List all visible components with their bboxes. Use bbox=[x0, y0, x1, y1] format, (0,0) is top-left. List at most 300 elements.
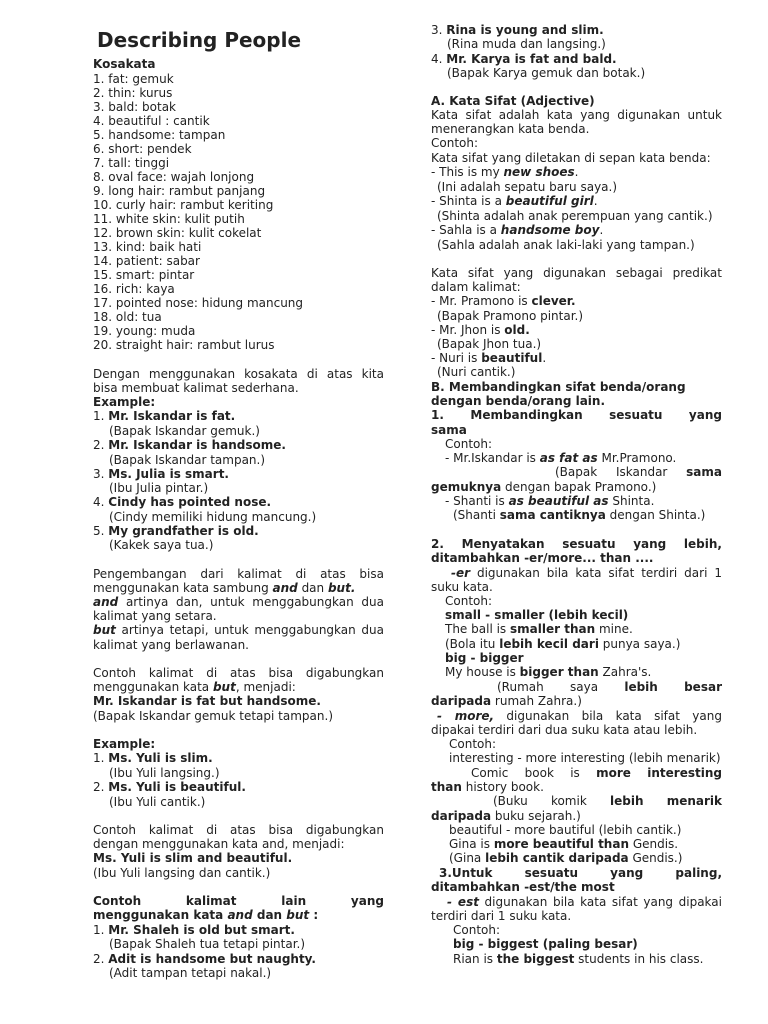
text-run: mine. bbox=[595, 622, 633, 636]
text-line bbox=[431, 580, 722, 594]
text-line bbox=[431, 280, 722, 294]
text-line bbox=[93, 923, 384, 937]
text-line bbox=[431, 194, 722, 208]
text-line bbox=[445, 451, 722, 465]
text-run: digunakan bila kata sifat terdiri dari 1 bbox=[476, 566, 722, 580]
text-run: 2. bbox=[93, 952, 109, 966]
text-line bbox=[437, 209, 722, 223]
text-line bbox=[449, 751, 722, 765]
text-line bbox=[445, 608, 722, 622]
text-run: Contoh kalimat di atas bisa digabungkan bbox=[93, 823, 384, 837]
text-line bbox=[431, 909, 722, 923]
text-run: 19. young: muda bbox=[93, 324, 196, 338]
text-run: dan bbox=[297, 581, 328, 595]
text-run: 13. kind: baik hati bbox=[93, 240, 202, 254]
text-run: Contoh: bbox=[445, 437, 493, 451]
text-line bbox=[93, 212, 384, 226]
text-line bbox=[437, 180, 722, 194]
text-run: menggunakan kata sambung bbox=[93, 581, 273, 595]
text-run: 6. short: pendek bbox=[93, 142, 192, 156]
text-run: as beautiful as bbox=[508, 494, 609, 508]
text-line bbox=[93, 57, 384, 71]
text-line bbox=[93, 338, 384, 352]
text-run: -er bbox=[451, 566, 471, 580]
text-run: kalimat yang setara. bbox=[93, 609, 217, 623]
text-line bbox=[449, 737, 722, 751]
text-run: Gendis. bbox=[629, 837, 679, 851]
text-run: (Kakek saya tua.) bbox=[109, 538, 214, 552]
text-line bbox=[431, 351, 722, 365]
text-run: yang bbox=[633, 537, 667, 551]
text-line bbox=[453, 937, 722, 951]
text-run: - Mr.Iskandar is bbox=[445, 451, 540, 465]
text-run: 11. white skin: kulit putih bbox=[93, 212, 245, 226]
text-line bbox=[93, 709, 384, 723]
text-line bbox=[445, 622, 722, 636]
text-run: beautiful girl bbox=[505, 194, 594, 208]
text-run: 1. bbox=[93, 751, 109, 765]
text-run: (Bapak Pramono pintar.) bbox=[437, 309, 584, 323]
text-line bbox=[93, 86, 384, 100]
text-run: menarik bbox=[666, 794, 722, 808]
text-run: bigger than bbox=[519, 665, 599, 679]
text-line bbox=[93, 595, 384, 609]
text-line bbox=[431, 480, 722, 494]
text-line bbox=[437, 337, 722, 351]
text-line bbox=[447, 895, 722, 909]
text-run: dengan benda/orang lain. bbox=[431, 394, 606, 408]
text-run: . bbox=[593, 194, 598, 208]
text-run: (Ibu Yuli cantik.) bbox=[109, 795, 206, 809]
text-line bbox=[431, 52, 722, 66]
text-run: Contoh bbox=[93, 894, 142, 908]
text-run: 7. tall: tinggi bbox=[93, 156, 170, 170]
text-run: - This is my bbox=[431, 165, 504, 179]
text-line bbox=[93, 908, 384, 922]
text-run: (Gina bbox=[449, 851, 486, 865]
text-run: lebih kecil dari bbox=[499, 637, 599, 651]
text-run: but. bbox=[327, 581, 356, 595]
text-line bbox=[431, 723, 722, 737]
text-run: Comic bbox=[471, 766, 509, 780]
text-line bbox=[445, 665, 722, 679]
text-run: Rina is young and slim. bbox=[446, 23, 604, 37]
text-run: - Shanti is bbox=[445, 494, 509, 508]
text-run: 15. smart: pintar bbox=[93, 268, 195, 282]
text-run: (Bapak Iskandar tampan.) bbox=[109, 453, 266, 467]
text-run: Pengembangan dari kalimat di atas bisa bbox=[93, 567, 384, 581]
text-line bbox=[93, 282, 384, 296]
text-run: Ms. Yuli is slim and beautiful. bbox=[93, 851, 293, 865]
text-line bbox=[449, 823, 722, 837]
text-line bbox=[453, 952, 722, 966]
text-run: yang bbox=[610, 866, 644, 880]
text-line bbox=[431, 108, 722, 122]
text-run: buku sejarah.) bbox=[491, 809, 581, 823]
text-line bbox=[109, 453, 384, 467]
text-line bbox=[93, 866, 384, 880]
text-run: smaller than bbox=[510, 622, 596, 636]
text-line bbox=[453, 508, 722, 522]
text-run: sama cantiknya bbox=[499, 508, 606, 522]
text-run: ditambahkan -er/more... than .... bbox=[431, 551, 654, 565]
text-line bbox=[431, 423, 722, 437]
text-run: gemuknya bbox=[431, 480, 502, 494]
text-run: 1. fat: gemuk bbox=[93, 72, 174, 86]
text-run: and bbox=[272, 581, 298, 595]
text-line bbox=[93, 268, 384, 282]
text-run: (Bapak Iskandar gemuk.) bbox=[109, 424, 260, 438]
text-run: Zahra's. bbox=[598, 665, 652, 679]
text-line bbox=[445, 651, 722, 665]
text-run: yang bbox=[688, 408, 722, 422]
text-run: (Bapak Shaleh tua tetapi pintar.) bbox=[109, 937, 306, 951]
text-run: but bbox=[93, 623, 116, 637]
text-run: (Bola itu bbox=[445, 637, 500, 651]
text-run: history book. bbox=[461, 780, 544, 794]
text-run: interesting bbox=[647, 766, 722, 780]
text-line bbox=[93, 666, 384, 680]
text-line bbox=[93, 170, 384, 184]
text-run: B. Membandingkan sifat benda/orang bbox=[431, 380, 686, 394]
text-line bbox=[109, 510, 384, 524]
text-run: Menyatakan bbox=[461, 537, 545, 551]
text-run: 1. bbox=[431, 408, 444, 422]
text-line bbox=[449, 851, 722, 865]
text-run: sama bbox=[686, 465, 722, 479]
text-run: paling, bbox=[675, 866, 722, 880]
text-line bbox=[93, 226, 384, 240]
text-run: 4. beautiful : cantik bbox=[93, 114, 210, 128]
text-line bbox=[93, 254, 384, 268]
text-line bbox=[445, 594, 722, 608]
text-line bbox=[109, 538, 384, 552]
text-run: sesuatu bbox=[524, 866, 578, 880]
text-run: , menjadi: bbox=[235, 680, 296, 694]
text-line bbox=[93, 367, 384, 381]
text-run: 18. old: tua bbox=[93, 310, 162, 324]
text-run: (Shanti bbox=[453, 508, 500, 522]
text-run: Contoh: bbox=[453, 923, 501, 937]
text-line bbox=[93, 72, 384, 86]
text-run: dan bbox=[252, 908, 287, 922]
text-run: Contoh: bbox=[431, 136, 479, 150]
text-run: digunakan bila kata sifat yang bbox=[506, 709, 722, 723]
text-line bbox=[437, 309, 722, 323]
text-run: Adit is handsome but naughty. bbox=[108, 952, 316, 966]
text-line bbox=[445, 494, 722, 508]
text-line bbox=[93, 114, 384, 128]
text-run: dengan bapak Pramono.) bbox=[501, 480, 657, 494]
text-run: kalimat bbox=[185, 894, 237, 908]
text-run: Kosakata bbox=[93, 57, 156, 71]
text-run: Iskandar bbox=[615, 465, 668, 479]
text-line bbox=[93, 894, 384, 908]
text-line bbox=[93, 694, 384, 708]
text-run: 2. thin: kurus bbox=[93, 86, 173, 100]
text-line bbox=[431, 551, 722, 565]
text-run: Shinta. bbox=[608, 494, 655, 508]
text-run: 14. patient: sabar bbox=[93, 254, 200, 268]
text-run: punya saya.) bbox=[598, 637, 681, 651]
text-run: - more, bbox=[437, 709, 495, 723]
text-run: : bbox=[309, 908, 319, 922]
text-run: - Sahla is a bbox=[431, 223, 501, 237]
text-line bbox=[93, 623, 384, 637]
text-line bbox=[93, 395, 384, 409]
text-line bbox=[431, 408, 722, 422]
text-run: bisa membuat kalimat sederhana. bbox=[93, 381, 299, 395]
text-line bbox=[445, 637, 722, 651]
text-line bbox=[93, 581, 384, 595]
text-run: Cindy has pointed nose. bbox=[108, 495, 272, 509]
text-run: lebih cantik daripada bbox=[485, 851, 629, 865]
text-line bbox=[431, 223, 722, 237]
text-run: Gina is bbox=[449, 837, 494, 851]
text-line bbox=[93, 638, 384, 652]
text-run: (Rina muda dan langsing.) bbox=[447, 37, 606, 51]
text-line bbox=[431, 266, 722, 280]
text-run: (Bapak Iskandar gemuk tetapi tampan.) bbox=[93, 709, 333, 723]
text-run: The ball is bbox=[445, 622, 510, 636]
text-run: Gendis.) bbox=[628, 851, 683, 865]
text-run: Kata sifat adalah kata yang digunakan untuk bbox=[431, 108, 722, 122]
text-line bbox=[447, 37, 722, 51]
text-line bbox=[109, 795, 384, 809]
text-run: lebih bbox=[609, 794, 644, 808]
text-run: digunakan bila kata sifat yang dipakai bbox=[484, 895, 722, 909]
text-run: students in his class. bbox=[574, 952, 704, 966]
text-run: 9. long hair: rambut panjang bbox=[93, 184, 266, 198]
text-run: My house is bbox=[445, 665, 520, 679]
text-run: 16. rich: kaya bbox=[93, 282, 175, 296]
text-line bbox=[453, 923, 722, 937]
text-run: dengan Shinta.) bbox=[605, 508, 706, 522]
text-line bbox=[449, 837, 722, 851]
text-line bbox=[439, 866, 722, 880]
text-line bbox=[93, 952, 384, 966]
text-line bbox=[431, 136, 722, 150]
text-line bbox=[93, 296, 384, 310]
text-run: more bbox=[596, 766, 631, 780]
text-run: Ms. Julia is smart. bbox=[108, 467, 229, 481]
text-run: Contoh kalimat di atas bisa digabungkan bbox=[93, 666, 384, 680]
text-line bbox=[497, 680, 722, 694]
text-line bbox=[93, 142, 384, 156]
text-run: (Adit tampan tetapi nakal.) bbox=[109, 966, 272, 980]
text-run: (Ibu Julia pintar.) bbox=[109, 481, 209, 495]
text-run: . bbox=[599, 223, 604, 237]
text-line bbox=[555, 465, 722, 479]
text-run: Mr. Iskandar is handsome. bbox=[108, 438, 286, 452]
text-run: than bbox=[431, 780, 462, 794]
text-run: Membandingkan bbox=[470, 408, 583, 422]
text-line bbox=[109, 937, 384, 951]
text-line bbox=[93, 609, 384, 623]
text-run: Dengan menggunakan kosakata di atas kita bbox=[93, 367, 384, 381]
text-run: artinya dan, untuk menggabungkan dua bbox=[125, 595, 384, 609]
text-run: (Ini adalah sepatu baru saya.) bbox=[437, 180, 618, 194]
text-line bbox=[447, 66, 722, 80]
text-line bbox=[109, 481, 384, 495]
text-run: besar bbox=[684, 680, 722, 694]
text-run: - Nuri is bbox=[431, 351, 482, 365]
text-run: daripada bbox=[431, 809, 492, 823]
text-run: daripada bbox=[431, 694, 492, 708]
text-run: big - bigger bbox=[445, 651, 524, 665]
text-run: . bbox=[542, 351, 547, 365]
text-line bbox=[109, 966, 384, 980]
text-run: as fat as bbox=[539, 451, 598, 465]
text-run: 5. bbox=[93, 524, 109, 538]
text-run: 10. curly hair: rambut keriting bbox=[93, 198, 274, 212]
text-run: but bbox=[212, 680, 236, 694]
text-line bbox=[437, 709, 722, 723]
text-line bbox=[93, 680, 384, 694]
text-run: sesuatu bbox=[609, 408, 663, 422]
text-line bbox=[93, 438, 384, 452]
text-line bbox=[471, 766, 722, 780]
text-run: more beautiful than bbox=[493, 837, 629, 851]
text-line bbox=[93, 495, 384, 509]
text-run: suku kata. bbox=[431, 580, 493, 594]
text-run: but bbox=[286, 908, 310, 922]
text-line bbox=[437, 238, 722, 252]
text-line bbox=[431, 94, 722, 108]
text-line bbox=[93, 567, 384, 581]
text-run: (Sahla adalah anak laki-laki yang tampan.) bbox=[437, 238, 695, 252]
text-line bbox=[93, 100, 384, 114]
text-run: (Ibu Yuli langsing dan cantik.) bbox=[93, 866, 271, 880]
text-run: 5. handsome: tampan bbox=[93, 128, 226, 142]
text-line bbox=[431, 380, 722, 394]
text-run: 2. bbox=[93, 780, 109, 794]
text-run: Example: bbox=[93, 395, 156, 409]
text-run: 1. bbox=[93, 409, 109, 423]
text-run: dipakai terdiri dari dua suku kata atau lebih. bbox=[431, 723, 698, 737]
text-run: (Ibu Yuli langsing.) bbox=[109, 766, 220, 780]
text-run: 2. bbox=[431, 537, 444, 551]
text-run: beautiful bbox=[481, 351, 543, 365]
page-title: Describing People bbox=[97, 28, 302, 52]
text-line bbox=[93, 198, 384, 212]
text-line bbox=[93, 324, 384, 338]
text-line bbox=[431, 537, 722, 551]
text-line bbox=[93, 837, 384, 851]
text-run: interesting - more interesting (lebih menarik) bbox=[449, 751, 721, 765]
text-line bbox=[93, 524, 384, 538]
text-line bbox=[431, 394, 722, 408]
text-run: small - smaller (lebih kecil) bbox=[445, 608, 629, 622]
text-run: 2. bbox=[93, 438, 109, 452]
text-run: 17. pointed nose: hidung mancung bbox=[93, 296, 304, 310]
text-run: Kata sifat yang digunakan sebagai predikat bbox=[431, 266, 722, 280]
text-run: artinya tetapi, untuk menggabungkan dua bbox=[121, 623, 384, 637]
text-run: (Bapak Jhon tua.) bbox=[437, 337, 542, 351]
text-line bbox=[437, 365, 722, 379]
text-run: beautiful - more bautiful (lebih cantik.) bbox=[449, 823, 682, 837]
text-run: My grandfather is old. bbox=[108, 524, 259, 538]
text-run: 12. brown skin: kulit cokelat bbox=[93, 226, 262, 240]
text-run: sesuatu bbox=[562, 537, 616, 551]
text-run: Mr. Iskandar is fat but handsome. bbox=[93, 694, 321, 708]
text-run: 3. bald: botak bbox=[93, 100, 177, 114]
text-line bbox=[431, 165, 722, 179]
text-line bbox=[93, 409, 384, 423]
text-run: is bbox=[570, 766, 597, 780]
text-run: (Cindy memiliki hidung mancung.) bbox=[109, 510, 317, 524]
text-line bbox=[93, 751, 384, 765]
text-line bbox=[93, 851, 384, 865]
text-run: 4. bbox=[93, 495, 109, 509]
text-line bbox=[431, 880, 722, 894]
text-line bbox=[493, 794, 722, 808]
text-run: lebih bbox=[624, 680, 658, 694]
text-run: Mr. Shaleh is old but smart. bbox=[108, 923, 295, 937]
text-line bbox=[451, 566, 722, 580]
text-run: 20. straight hair: rambut lurus bbox=[93, 338, 275, 352]
text-line bbox=[431, 122, 722, 136]
text-line bbox=[431, 294, 722, 308]
text-run: 4. bbox=[431, 52, 447, 66]
text-run: lebih, bbox=[683, 537, 722, 551]
text-line bbox=[93, 823, 384, 837]
text-run: 8. oval face: wajah lonjong bbox=[93, 170, 255, 184]
text-run: Example: bbox=[93, 737, 156, 751]
text-line bbox=[93, 381, 384, 395]
text-run: 3.Untuk bbox=[439, 866, 493, 880]
text-line bbox=[431, 809, 722, 823]
text-run: old. bbox=[504, 323, 530, 337]
text-run: Contoh: bbox=[445, 594, 493, 608]
text-run: Kata sifat yang diletakan di sepan kata benda: bbox=[431, 151, 711, 165]
text-run: (Bapak Karya gemuk dan botak.) bbox=[447, 66, 646, 80]
text-run: - est bbox=[447, 895, 479, 909]
text-line bbox=[445, 437, 722, 451]
text-line bbox=[431, 323, 722, 337]
text-run: A. Kata Sifat (Adjective) bbox=[431, 94, 595, 108]
text-line bbox=[93, 780, 384, 794]
text-run: (Buku bbox=[493, 794, 528, 808]
text-line bbox=[93, 156, 384, 170]
text-run: dengan menggunakan kata and, menjadi: bbox=[93, 837, 345, 851]
text-run: ditambahkan -est/the most bbox=[431, 880, 615, 894]
text-line bbox=[93, 737, 384, 751]
text-run: 3. bbox=[431, 23, 447, 37]
text-run: Mr. Iskandar is fat. bbox=[108, 409, 236, 423]
text-run: menggunakan kata bbox=[93, 908, 228, 922]
text-run: Contoh: bbox=[449, 737, 497, 751]
text-run: - Mr. Pramono is bbox=[431, 294, 532, 308]
text-run: Mr.Pramono. bbox=[597, 451, 677, 465]
text-line bbox=[431, 23, 722, 37]
text-line bbox=[93, 184, 384, 198]
text-run: menerangkan kata benda. bbox=[431, 122, 590, 136]
text-run: the biggest bbox=[496, 952, 575, 966]
text-run: (Shinta adalah anak perempuan yang cantik.) bbox=[437, 209, 713, 223]
text-run: Rian is bbox=[453, 952, 497, 966]
text-run: rumah Zahra.) bbox=[491, 694, 582, 708]
text-run: - Mr. Jhon is bbox=[431, 323, 505, 337]
text-run: handsome boy bbox=[500, 223, 600, 237]
text-run: - Shinta is a bbox=[431, 194, 506, 208]
text-run: sama bbox=[431, 423, 467, 437]
text-run: new shoes bbox=[503, 165, 575, 179]
text-line bbox=[93, 467, 384, 481]
text-run: and bbox=[93, 595, 119, 609]
text-run: clever. bbox=[531, 294, 576, 308]
text-run: Ms. Yuli is beautiful. bbox=[108, 780, 246, 794]
